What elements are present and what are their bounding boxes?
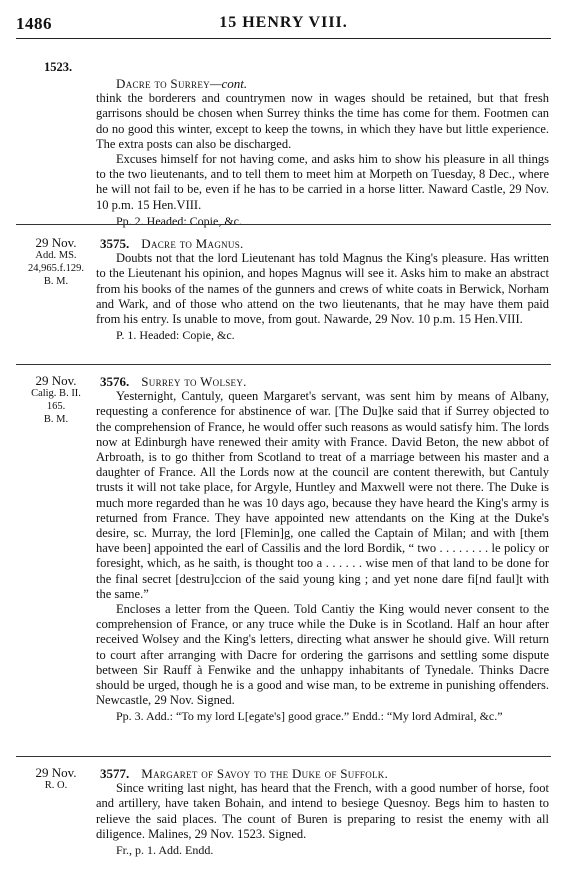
cont-paragraph-1: think the borderers and countrymen now in wages should be retained, but that fresh garrisons should be chosen when Surrey thinks the time has come for them. Footmen can do no good this winter, except to keep the towns, in which they have but little experience. The extra posts can also be discharged. [96, 91, 549, 151]
entry-note: Fr., p. 1. Add. Endd. [116, 843, 214, 858]
running-title: 15 HENRY VIII. [219, 14, 348, 31]
cont-note: Pp. 2. Headed: Copie, &c. [116, 213, 242, 228]
entry-margin: 29 Nov. Calig. B. II. 165. B. M. [31, 373, 81, 425]
cont-heading: Dacre to Surrey—cont. [116, 76, 248, 91]
cont-paragraph-2: Excuses himself for not having come, and asks him to show his pleasure in all things to the two lieutenants, and to tell them to meet him at Morpeth on Tuesday, 8 Dec., where he will not fail to be, even if he has to be carried in a horse litter. Naward Castle, 29 Nov. 10 p.m. 15 Hen.VIII. [96, 152, 549, 212]
entry-note: P. 1. Headed: Copie, &c. [116, 328, 235, 343]
entry-separator [16, 364, 551, 365]
entry-paragraph-2: Encloses a letter from the Queen. Told Cantiy the King would never consent to the comprehension of France, or any truce while the Duke is in Scotland. Half an hour after received Wolsey and the King's letters, directing what answer he should give. Will return to court after arranging with Dacre for ordering the garrisons and settling some dispute between Sir Rauff à Fenwike and the unhappy inhabitants of Tynedale. Thinks Dacre should be urged, though he is a good and wise man, to be extreme in punishing offenders. Newcastle, 29 Nov. Signed. [96, 602, 549, 708]
year-label: 1523. [44, 60, 73, 74]
entry-paragraph: Since writing last night, has heard that the French, with a good number of horse, foot and artillery, have taken Bohain, and intend to besiege Quesnoy. Begs him to hasten to relieve the said places. The count of Buren is preparing to resist the enemy with all diligence. Malines, 29 Nov. 1523. Signed. [96, 781, 549, 841]
entry-separator [16, 224, 551, 225]
entry-note: Pp. 3. Add.: “To my lord L[egate's] good grace.” Endd.: “My lord Admiral, &c.” [116, 709, 503, 724]
entry-heading: 3575. Dacre to Magnus. [100, 236, 244, 251]
entry-heading: 3576. Surrey to Wolsey. [100, 374, 247, 389]
header-rule [16, 38, 551, 39]
entry-margin: 29 Nov. R. O. [35, 765, 77, 791]
entry-paragraph-1: Yesternight, Cantuly, queen Margaret's servant, was sent him by means of Albany, requesting a conference for abstinence of war. [The Du]ke said that if Surrey objected to the comprehension of France, he would offer such reasons as would satisfy him. The lords now at Edinburgh have renewed their amity with France. David Beton, the new abbot of Arbroath, is to go thither from Scotland to treat of a marriage between his master and a daughter of France. All the Lords now at the council are content therewith, but Cantuly trusts it will not take place, for Argyle, Huntley and Maxwell were not there. The Duke is much more regarded than he was 10 days ago, because they have heard the King's army is returned from France. They have appointed new attendants on the King at the Duke's desire, sc. Murray, the lord [Flemin]g, one called the Captain of Milan; and with [them have been] appointed the earl of Cassilis and the lord Bordik, “ two . . . . . . . . le policy or foresight, which, as he saith, is thought too a . . . . . . wise men of that land to be done for the final secret [destru]ccion of the said young king ; and yet none dare fi[nd faul]t with the same.” [96, 389, 549, 601]
entry-paragraph: Doubts not that the lord Lieutenant has told Magnus the King's pleasure. Has written to the Lieutenant his opinion, and hopes Magnus will see it. Asks him to make an abstract from his books of the names of the gunners and crews of white coats in Berwick, Norham and Wark, and of those who attend on the two lieutenants, that he may have them paid from his entry. Is unable to move, from gout. Nawarde, 29 Nov. 10 p.m. 15 Hen.VIII. [96, 251, 549, 327]
page-header [16, 14, 551, 36]
entry-separator [16, 756, 551, 757]
entry-margin: 29 Nov. Add. MS. 24,965.f.129. B. M. [28, 235, 84, 287]
page-number: 1486 [16, 14, 52, 33]
entry-heading: 3577. Margaret of Savoy to the Duke of Suffolk. [100, 766, 389, 781]
